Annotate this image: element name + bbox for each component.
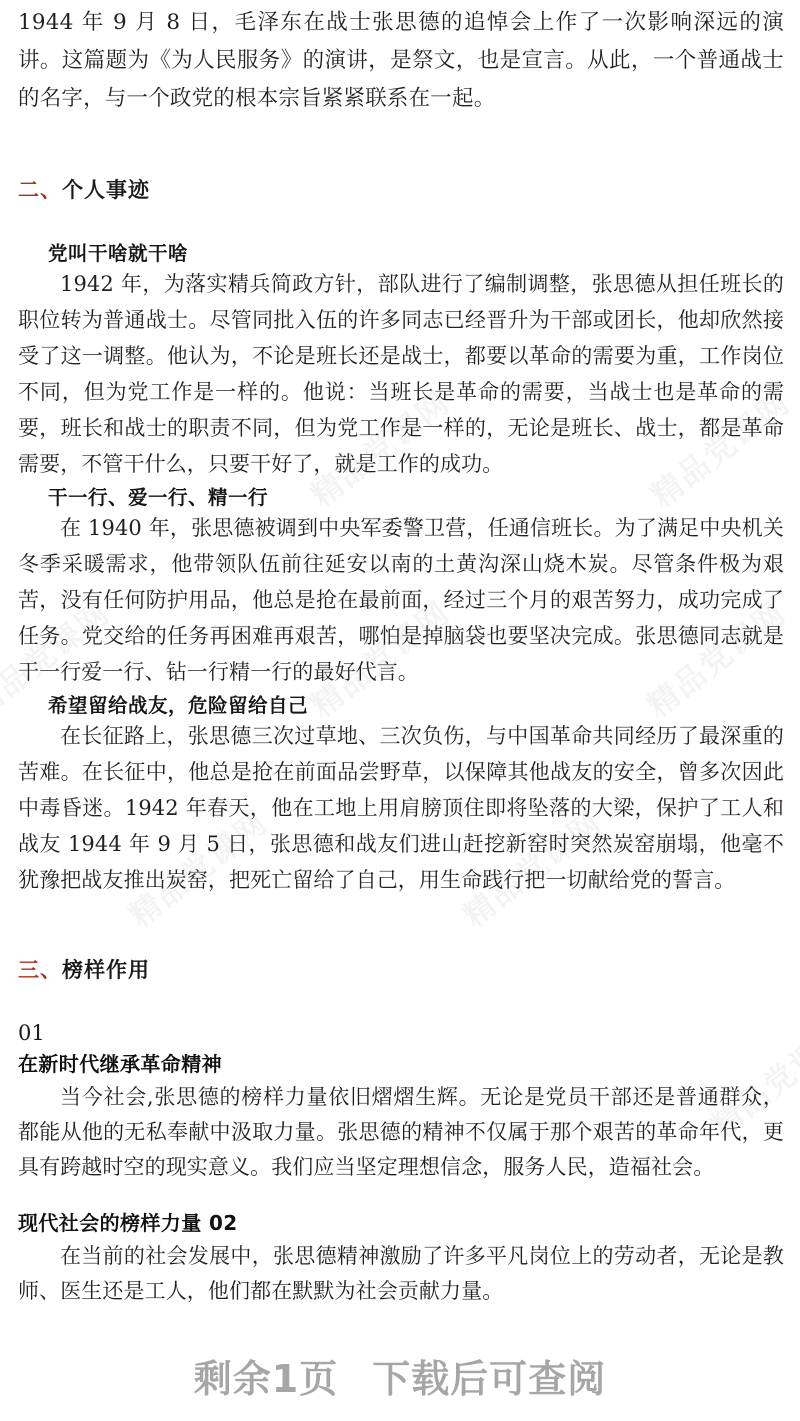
section-title: 个人事迹	[62, 177, 150, 202]
subsection-paragraph-2: 在 1940 年，张思德被调到中央军委警卫营，任通信班长。为了满足中央机关冬季采暖需求，他带领队伍前往延安以南的土黄沟深山烧木炭。尽管条件极为艰苦，没有任何防护用品，他总是抢在最前面，经过三个月的艰苦努力，成功完成了任务。党交给的任务再困难再艰苦，哪怕是掉脑袋也要坚决完成。张思德同志就是干一行爱一行、钻一行精一行的最好代言。	[18, 516, 784, 684]
download-to-view-label[interactable]: 下载后可查阅	[372, 1357, 607, 1401]
section-number: 二、	[18, 177, 62, 202]
item-paragraph-02: 在当前的社会发展中，张思德精神激励了许多平凡岗位上的劳动者，无论是教师、医生还是工人，他们都在默默为社会贡献力量。	[18, 1244, 784, 1303]
subsection-paragraph-1: 1942 年，为落实精兵简政方针，部队进行了编制调整，张思德从担任班长的职位转为普通战士。尽管同批入伍的许多同志已经晋升为干部或团长，他却欣然接受了这一调整。他认为，不论是班长还是战士，都要以革命的需要为重，工作岗位不同，但为党工作是一样的。他说：当班长是革命的需要，当战士也是革命的需要，班长和战士的职责不同，但为党工作是一样的，无论是班长、战士，都是革命需要，不管干什么，只要干好了，就是工作的成功。	[18, 272, 784, 476]
subsection-heading-1: 党叫干啥就干啥	[48, 242, 189, 265]
intro-paragraph: 1944 年 9 月 8 日，毛泽东在战士张思德的追悼会上作了一次影响深远的演讲。这篇题为《为人民服务》的演讲，是祭文，也是宣言。从此，一个普通战士的名字，与一个政党的根本宗旨紧紧联系在一起。	[18, 10, 784, 111]
section-heading-three	[18, 954, 784, 984]
subsection-heading-2: 干一行、爱一行、精一行	[48, 486, 269, 509]
item-heading-01: 在新时代继承革命精神	[18, 1052, 222, 1076]
item-heading-02: 现代社会的榜样力量 02	[18, 1211, 238, 1235]
item-number-01: 01	[18, 1021, 45, 1045]
section-heading-two	[18, 174, 784, 204]
subsection-heading-3: 希望留给战友，危险留给自己	[48, 694, 309, 717]
section-title: 榜样作用	[62, 957, 150, 982]
section-number: 三、	[18, 957, 62, 982]
remaining-pages-label: 剩余1页	[193, 1357, 339, 1401]
item-paragraph-01: 当今社会,张思德的榜样力量依旧熠熠生辉。无论是党员干部还是普通群众，都能从他的无私奉献中汲取力量。张思德的精神不仅属于那个艰苦的革命年代，更具有跨越时空的现实意义。我们应当坚定理想信念，服务人民，造福社会。	[18, 1085, 784, 1179]
subsection-paragraph-3: 在长征路上，张思德三次过草地、三次负伤，与中国革命共同经历了最深重的苦难。在长征中，他总是抢在前面品尝野草，以保障其他战友的安全，曾多次因此中毒昏迷。1942 年春天，他在工地上用肩膀顶住即将坠落的大梁，保护了工人和战友 1944 年 9 月 5 日，张思德和战友们进山赶挖新窑时突然炭窑崩塌，他毫不犹豫把战友推出炭窑，把死亡留给了自己，用生命践行把一切献给党的誓言。	[18, 724, 784, 892]
paywall-banner[interactable]	[0, 1348, 800, 1403]
